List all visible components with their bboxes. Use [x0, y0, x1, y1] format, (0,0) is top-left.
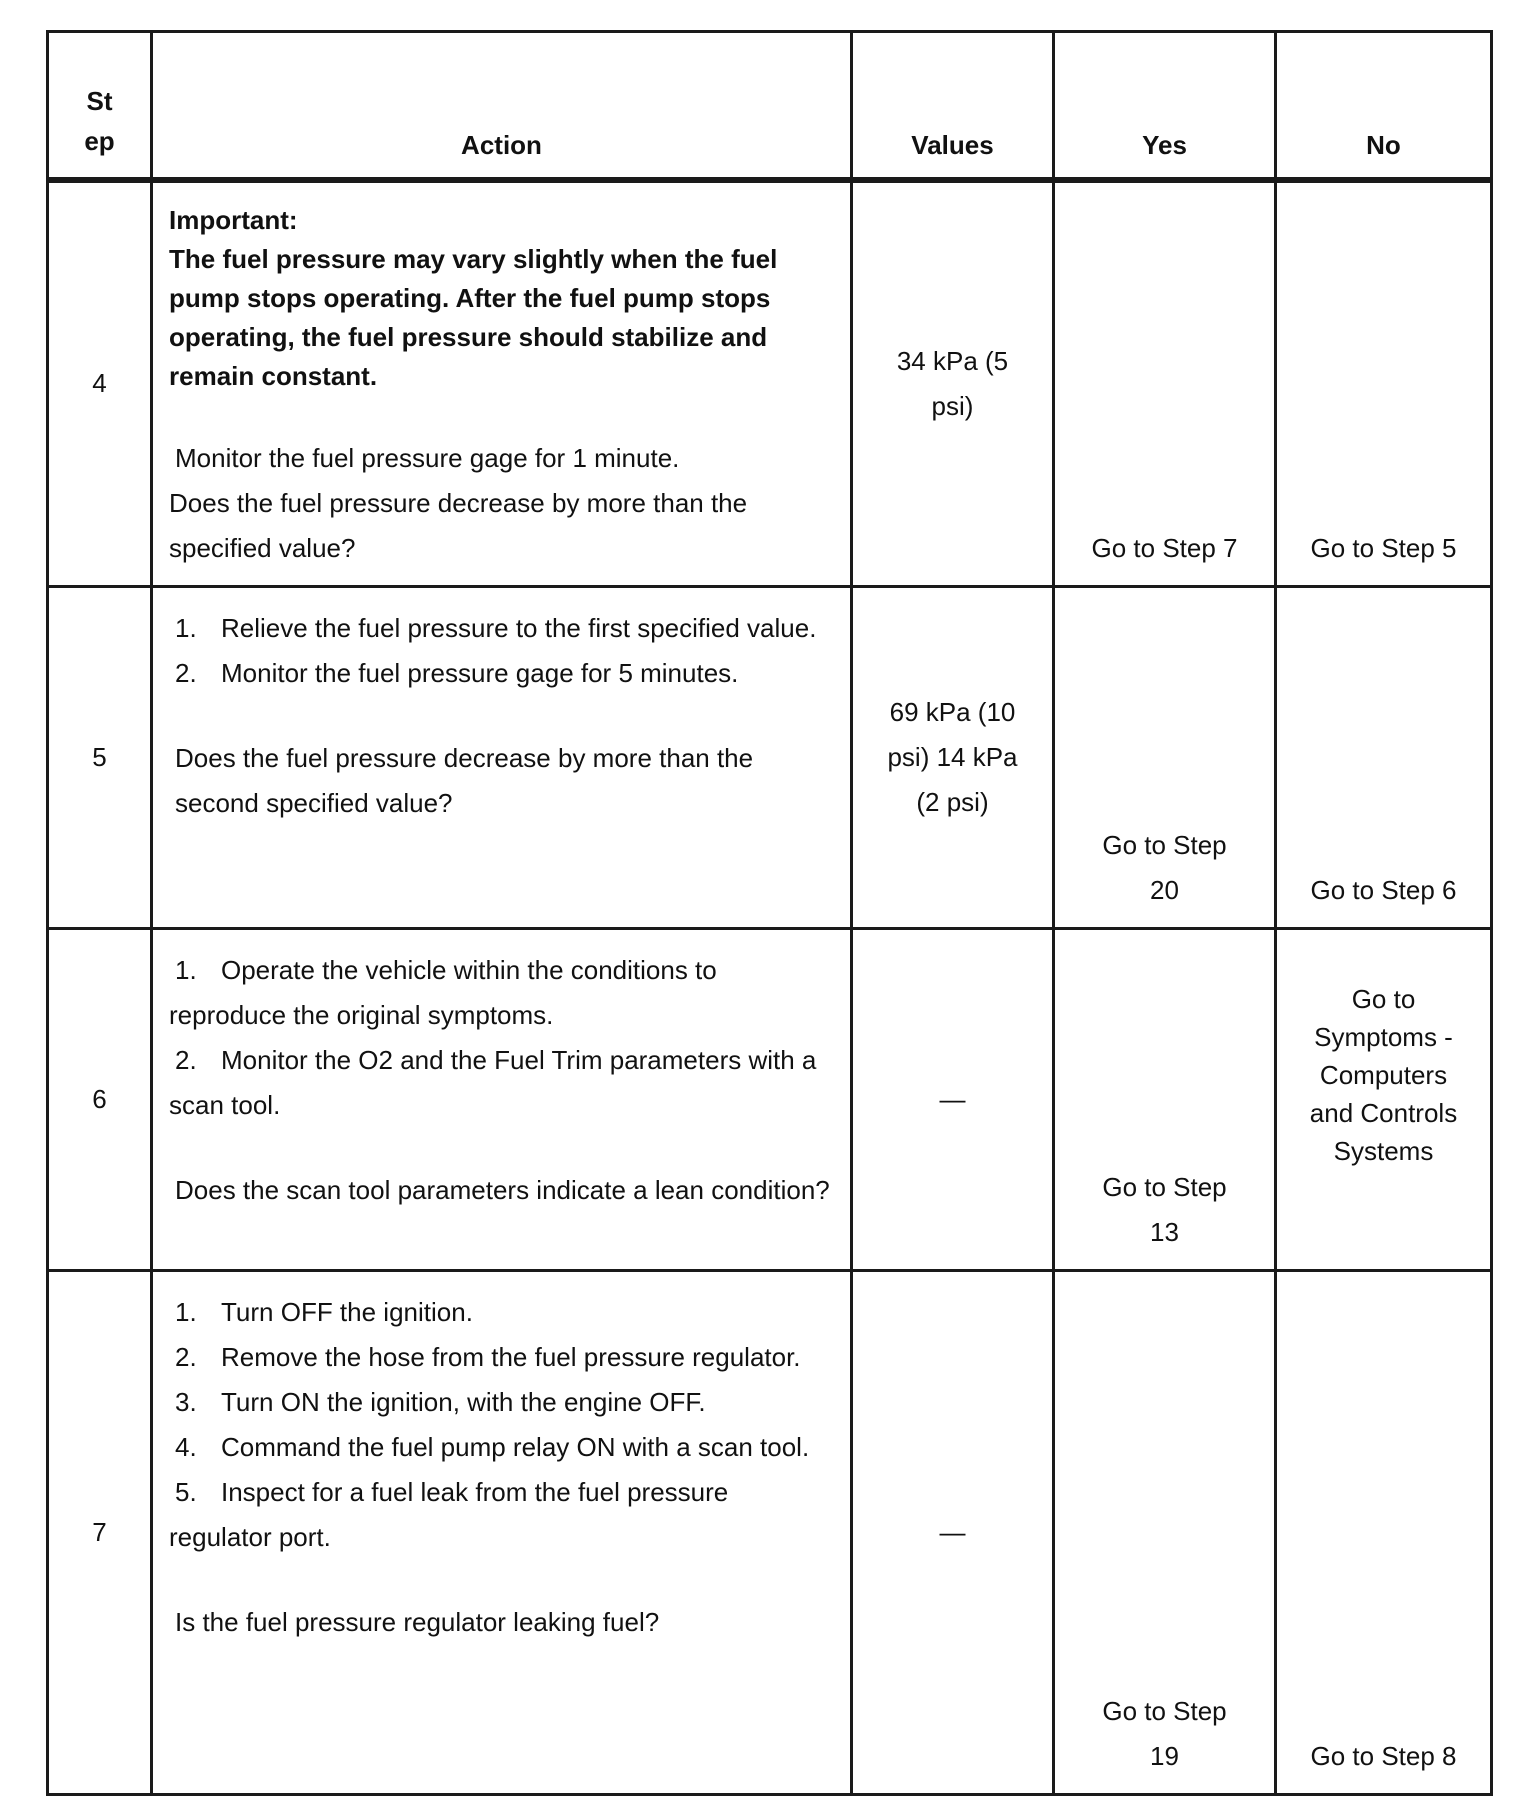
- action-question: Is the fuel pressure regulator leaking fuel?: [175, 1606, 660, 1637]
- header-step: St ep: [48, 32, 152, 180]
- action-line: Does the fuel pressure decrease by more than the specified value?: [169, 487, 748, 563]
- no-link[interactable]: Go to Step 5: [1276, 180, 1492, 587]
- action-item: 2. Remove the hose from the fuel pressure regulator.: [175, 1341, 801, 1372]
- action-item: 3. Turn ON the ignition, with the engine OFF.: [175, 1386, 706, 1417]
- action-cell: [152, 928, 852, 1270]
- value-cell: 34 kPa (5 psi): [852, 180, 1054, 587]
- yes-link[interactable]: Go to Step 20: [1054, 586, 1276, 928]
- action-cell: [152, 1270, 852, 1794]
- value-cell: —: [852, 928, 1054, 1270]
- table-row: [48, 928, 1492, 1270]
- diagnostic-table: [46, 30, 1493, 1796]
- action-item: 2. Monitor the O2 and the Fuel Trim parameters with a scan tool.: [169, 1044, 817, 1120]
- header-values: Values: [852, 32, 1054, 180]
- action-item: 1. Turn OFF the ignition.: [175, 1296, 473, 1327]
- no-link[interactable]: Go to Symptoms - Computers and Controls Systems: [1276, 928, 1492, 1270]
- action-cell: [152, 586, 852, 928]
- header-action: Action: [152, 32, 852, 180]
- action-question: Does the fuel pressure decrease by more than the second specified value?: [175, 742, 754, 818]
- action-item: 1. Relieve the fuel pressure to the first specified value.: [175, 612, 817, 643]
- table-header-row: [48, 32, 1492, 180]
- value-cell: —: [852, 1270, 1054, 1794]
- table-row: [48, 586, 1492, 928]
- step-number: 4: [48, 180, 152, 587]
- action-question: Does the scan tool parameters indicate a lean condition?: [175, 1174, 830, 1205]
- action-item: 2. Monitor the fuel pressure gage for 5 minutes.: [175, 657, 739, 688]
- yes-link[interactable]: Go to Step 7: [1054, 180, 1276, 587]
- step-number: 5: [48, 586, 152, 928]
- header-yes: Yes: [1054, 32, 1276, 180]
- value-cell: 69 kPa (10 psi) 14 kPa (2 psi): [852, 586, 1054, 928]
- important-label: Important:: [169, 204, 298, 235]
- action-item: 5. Inspect for a fuel leak from the fuel pressure regulator port.: [169, 1476, 729, 1552]
- action-item: 4. Command the fuel pump relay ON with a scan tool.: [175, 1431, 810, 1462]
- action-cell: [152, 180, 852, 587]
- action-item: 1. Operate the vehicle within the conditions to reproduce the original symptoms.: [169, 954, 717, 1030]
- yes-link[interactable]: Go to Step 13: [1054, 928, 1276, 1270]
- table-row: [48, 1270, 1492, 1794]
- important-text: The fuel pressure may vary slightly when the fuel pump stops operating. After the fuel pump stops operating, the fuel pressure should stabilize and remain constant.: [169, 243, 778, 391]
- header-no: No: [1276, 32, 1492, 180]
- no-link[interactable]: Go to Step 6: [1276, 586, 1492, 928]
- step-number: 6: [48, 928, 152, 1270]
- no-link[interactable]: Go to Step 8: [1276, 1270, 1492, 1794]
- table-row: [48, 180, 1492, 587]
- action-line: Monitor the fuel pressure gage for 1 minute.: [175, 442, 680, 473]
- step-number: 7: [48, 1270, 152, 1794]
- yes-link[interactable]: Go to Step 19: [1054, 1270, 1276, 1794]
